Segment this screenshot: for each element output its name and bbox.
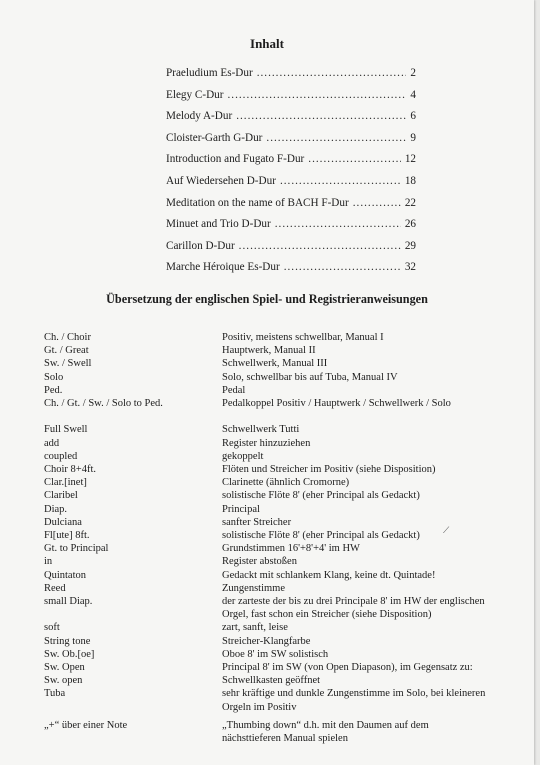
glossary-definition: Flöten und Streicher im Positiv (siehe Disposition) <box>222 464 436 476</box>
toc-entry <box>166 175 416 197</box>
glossary-term: Ch. / Choir <box>44 332 91 343</box>
dot-leader <box>284 261 401 273</box>
toc-page-number: 4 <box>410 88 416 101</box>
glossary-row <box>44 719 514 732</box>
glossary-definition: sehr kräftige und dunkle Zungenstimme im Solo, bei kleineren <box>222 688 486 700</box>
glossary-row <box>44 397 514 410</box>
glossary-term: Ch. / Gt. / Sw. / Solo to Ped. <box>44 398 163 410</box>
glossary-term: String tone <box>44 635 91 647</box>
glossary-term: Reed <box>44 582 66 594</box>
glossary-term: small Diap. <box>44 596 93 608</box>
glossary-row <box>44 344 514 357</box>
glossary-term: Claribel <box>44 490 78 502</box>
toc-page-number: 18 <box>404 174 416 187</box>
toc-page-number: 32 <box>404 261 416 274</box>
glossary-definition: Schwellwerk, Manual III <box>222 358 328 370</box>
glossary-definition: Oboe 8' im SW solistisch <box>222 648 329 660</box>
glossary-term: soft <box>44 622 60 634</box>
glossary-definition: Gedackt mit schlankem Klang, keine dt. Quintade! <box>222 569 436 581</box>
glossary-row <box>44 384 514 397</box>
glossary-term: Gt. to Principal <box>44 543 109 555</box>
toc-entry <box>166 67 416 89</box>
glossary-row <box>44 476 514 489</box>
glossary-term: Sw. Ob.[oe] <box>44 648 95 660</box>
glossary-definition: Pedal <box>222 384 246 396</box>
glossary-definition: Orgeln im Positiv <box>222 701 297 713</box>
glossary-term: Gt. / Great <box>44 345 89 357</box>
pen-mark-icon: ⟋ <box>443 525 450 535</box>
glossary-row <box>44 732 514 745</box>
glossary-row <box>44 674 514 687</box>
dot-leader <box>239 240 401 252</box>
dot-leader <box>308 153 401 165</box>
glossary-definition: Orgel, fast schon ein Streicher (siehe Disposition) <box>222 609 432 621</box>
glossary-row <box>44 423 514 436</box>
glossary-term: Sw. open <box>44 675 83 687</box>
dot-leader <box>280 175 401 187</box>
dot-leader <box>236 110 406 122</box>
glossary-definition: solistische Flöte 8' (eher Principal als Gedackt) <box>222 490 420 502</box>
glossary-definition: Zungenstimme <box>222 582 285 594</box>
glossary-term: „+“ über einer Note <box>44 719 128 731</box>
glossary-row <box>44 555 514 568</box>
toc-title: Cloister-Garth G-Dur <box>166 131 263 144</box>
toc-page-number: 22 <box>404 196 416 209</box>
glossary-row <box>44 542 514 555</box>
toc-page-number: 2 <box>410 67 416 79</box>
glossary-row <box>44 621 514 634</box>
toc-title: Meditation on the name of BACH F-Dur <box>166 196 349 209</box>
glossary-definition: „Thumbing down“ d.h. mit den Daumen auf dem <box>222 719 429 731</box>
toc-entry <box>166 110 416 132</box>
toc-entry <box>166 197 416 219</box>
glossary-heading: Übersetzung der englischen Spiel- und Registrieranweisungen <box>106 292 428 306</box>
section-spacer <box>44 410 514 423</box>
glossary-term: Choir 8+4ft. <box>44 464 97 476</box>
dot-leader <box>266 132 406 144</box>
toc-page-number: 29 <box>404 239 416 252</box>
glossary-definition: Positiv, meistens schwellbar, Manual I <box>222 332 384 343</box>
glossary-term: Solo <box>44 371 64 383</box>
glossary-row <box>44 437 514 450</box>
glossary-row <box>44 701 514 714</box>
toc-entry <box>166 132 416 154</box>
glossary-term: Sw. / Swell <box>44 358 92 370</box>
glossary-term: in <box>44 556 53 568</box>
glossary-definition: Register hinzuziehen <box>222 437 311 449</box>
glossary-definition: nächsttieferen Manual spielen <box>222 733 348 745</box>
toc-page-number: 6 <box>410 110 416 123</box>
glossary-term <box>44 608 222 621</box>
glossary <box>44 331 514 745</box>
glossary-row <box>44 371 514 384</box>
dot-leader <box>275 218 401 230</box>
glossary-term: add <box>44 437 60 449</box>
glossary-row <box>44 648 514 661</box>
glossary-row <box>44 608 514 621</box>
glossary-row <box>44 463 514 476</box>
toc-entry <box>166 218 416 240</box>
glossary-definition: Principal <box>222 503 260 515</box>
dot-leader <box>353 197 401 209</box>
toc-title: Marche Héroique Es-Dur <box>166 261 280 274</box>
glossary-row <box>44 450 514 463</box>
glossary-definition: der zarteste der bis zu drei Principale 8' im HW der englischen <box>222 596 485 608</box>
glossary-definition: Schwellkasten geöffnet <box>222 675 321 687</box>
glossary-term: Clar.[inet] <box>44 477 87 489</box>
table-of-contents <box>166 67 416 283</box>
glossary-row <box>44 569 514 582</box>
glossary-row <box>44 357 514 370</box>
glossary-definition: solistische Flöte 8' (eher Principal als Gedackt) <box>222 530 420 542</box>
glossary-definition: sanfter Streicher <box>222 516 292 528</box>
glossary-row <box>44 503 514 516</box>
glossary-term: Full Swell <box>44 424 88 436</box>
glossary-row <box>44 331 514 344</box>
glossary-term: coupled <box>44 450 78 462</box>
glossary-definition: gekoppelt <box>222 450 264 462</box>
glossary-row <box>44 687 514 700</box>
dot-leader <box>257 67 407 79</box>
glossary-definition: Hauptwerk, Manual II <box>222 345 316 357</box>
glossary-term: Dulciana <box>44 516 82 528</box>
toc-title: Minuet and Trio D-Dur <box>166 218 271 231</box>
glossary-row <box>44 661 514 674</box>
glossary-term <box>44 732 222 745</box>
glossary-definition: Principal 8' im SW (von Open Diapason), im Gegensatz zu: <box>222 662 473 674</box>
toc-heading: Inhalt <box>250 36 284 51</box>
glossary-definition: Solo, schwellbar bis auf Tuba, Manual IV <box>222 371 398 383</box>
glossary-term: Tuba <box>44 688 66 700</box>
toc-title: Introduction and Fugato F-Dur <box>166 153 305 166</box>
glossary-row <box>44 582 514 595</box>
toc-page-number: 26 <box>404 218 416 231</box>
glossary-term: Sw. Open <box>44 662 85 674</box>
toc-entry <box>166 261 416 283</box>
dot-leader <box>227 89 406 101</box>
glossary-term: Fl[ute] 8ft. <box>44 530 90 542</box>
glossary-term: Quintaton <box>44 569 86 581</box>
glossary-definition: Schwellwerk Tutti <box>222 424 300 436</box>
toc-title: Praeludium Es-Dur <box>166 67 253 79</box>
glossary-term: Diap. <box>44 503 68 515</box>
glossary-definition: Clarinette (ähnlich Cromorne) <box>222 477 350 489</box>
toc-title: Elegy C-Dur <box>166 88 224 101</box>
toc-entry <box>166 240 416 262</box>
glossary-definition: Register abstoßen <box>222 556 297 568</box>
glossary-row <box>44 489 514 502</box>
glossary-definition: Streicher-Klangfarbe <box>222 635 311 647</box>
toc-entry <box>166 89 416 111</box>
glossary-row <box>44 595 514 608</box>
glossary-definition: Pedalkoppel Positiv / Hauptwerk / Schwellwerk / Solo <box>222 398 451 410</box>
toc-title: Auf Wiedersehen D-Dur <box>166 174 276 187</box>
toc-page-number: 12 <box>404 153 416 166</box>
toc-title: Melody A-Dur <box>166 110 233 123</box>
glossary-definition: zart, sanft, leise <box>222 622 288 634</box>
glossary-row <box>44 635 514 648</box>
toc-entry <box>166 153 416 175</box>
glossary-term: Ped. <box>44 384 63 396</box>
toc-title: Carillon D-Dur <box>166 239 235 252</box>
glossary-definition: Grundstimmen 16'+8'+4' im HW <box>222 543 360 555</box>
toc-page-number: 9 <box>410 131 416 144</box>
glossary-term <box>44 701 222 714</box>
